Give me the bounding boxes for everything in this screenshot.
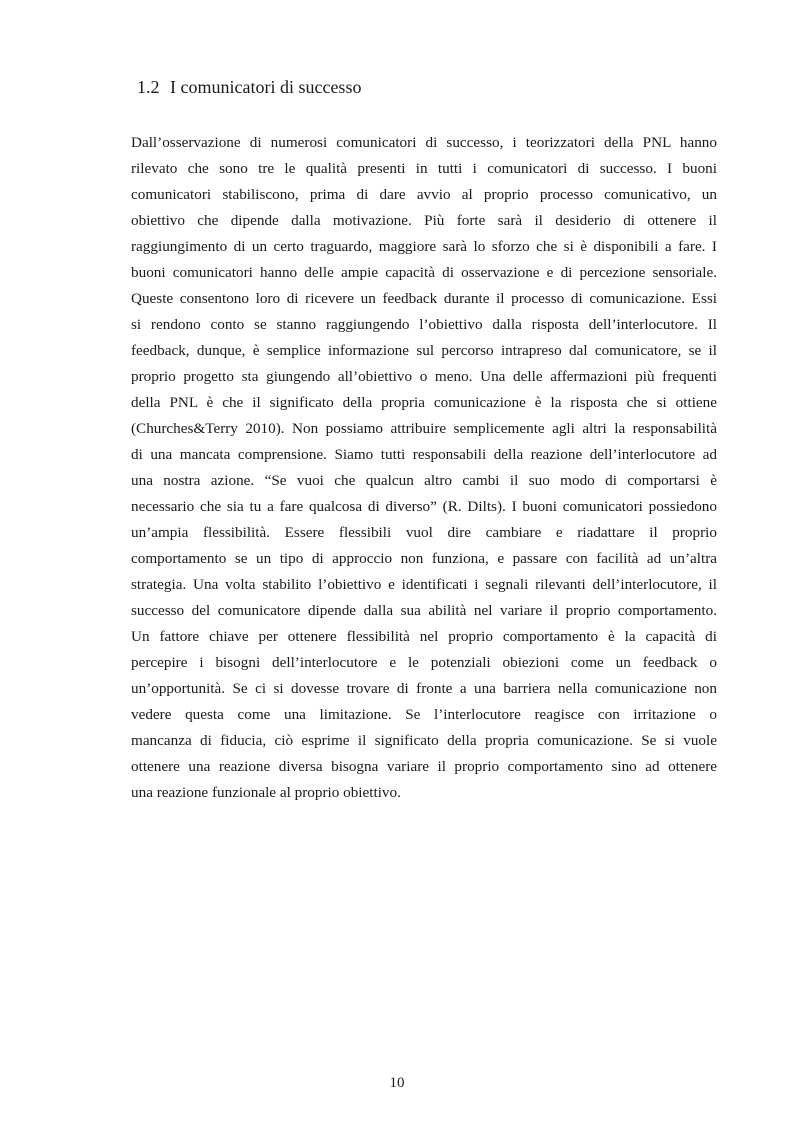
paragraph-line: un’ampia flessibilità. Essere flessibili vuol dire cambiare e riadattare il proprio bbox=[131, 524, 717, 541]
paragraph-line: Dall’osservazione di numerosi comunicatori di successo, i teorizzatori della PNL hanno bbox=[131, 134, 717, 151]
section-title: I comunicatori di successo bbox=[170, 77, 362, 97]
paragraph-line: un’opportunità. Se ci si dovesse trovare di fronte a una barriera nella comunicazione non bbox=[131, 680, 717, 697]
paragraph-line: della PNL è che il significato della propria comunicazione è la risposta che si ottiene bbox=[131, 394, 717, 411]
paragraph-line: una nostra azione. “Se vuoi che qualcun altro cambi il suo modo di comportarsi è bbox=[131, 472, 717, 489]
paragraph-line: (Churches&Terry 2010). Non possiamo attribuire semplicemente agli altri la responsabilità bbox=[131, 420, 717, 437]
paragraph-line: rilevato che sono tre le qualità presenti in tutti i comunicatori di successo. I buoni bbox=[131, 160, 717, 177]
paragraph-line: si rendono conto se stanno raggiungendo l’obiettivo dalla risposta dell’interlocutore. Il bbox=[131, 316, 717, 333]
section-heading bbox=[137, 75, 361, 99]
paragraph-line: strategia. Una volta stabilito l’obiettivo e identificati i segnali rilevanti dell’interlocutore, il bbox=[131, 576, 717, 593]
paragraph-line: raggiungimento di un certo traguardo, maggiore sarà lo sforzo che si è disponibili a fare. I bbox=[131, 238, 717, 255]
paragraph-line: comportamento se un tipo di approccio non funziona, e passare con facilità ad un’altra bbox=[131, 550, 717, 567]
paragraph-line: necessario che sia tu a fare qualcosa di diverso” (R. Dilts). I buoni comunicatori possiedono bbox=[131, 498, 717, 515]
paragraph-line: Un fattore chiave per ottenere flessibilità nel proprio comportamento è la capacità di bbox=[131, 628, 717, 645]
paragraph-line: di una mancata comprensione. Siamo tutti responsabili della reazione dell’interlocutore ad bbox=[131, 446, 717, 463]
paragraph-line: Queste consentono loro di ricevere un feedback durante il processo di comunicazione. Essi bbox=[131, 290, 717, 307]
paragraph-line: buoni comunicatori hanno delle ampie capacità di osservazione e di percezione sensoriale. bbox=[131, 264, 717, 281]
paragraph-line: mancanza di fiducia, ciò esprime il significato della propria comunicazione. Se si vuole bbox=[131, 732, 717, 749]
section-number: 1.2 bbox=[137, 77, 160, 97]
paragraph-line: obiettivo che dipende dalla motivazione. Più forte sarà il desiderio di ottenere il bbox=[131, 212, 717, 229]
paragraph-line: percepire i bisogni dell’interlocutore e le potenziali obiezioni come un feedback o bbox=[131, 654, 717, 671]
paragraph-line: successo del comunicatore dipende dalla sua abilità nel variare il proprio comportamento. bbox=[131, 602, 717, 619]
paragraph-line: vedere questa come una limitazione. Se l’interlocutore reagisce con irritazione o bbox=[131, 706, 717, 723]
paragraph-line: comunicatori stabiliscono, prima di dare avvio al proprio processo comunicativo, un bbox=[131, 186, 717, 203]
paragraph-line: ottenere una reazione diversa bisogna variare il proprio comportamento sino ad ottenere bbox=[131, 758, 717, 775]
paragraph-line: proprio progetto sta giungendo all’obiettivo o meno. Una delle affermazioni più frequenti bbox=[131, 368, 717, 385]
paragraph-line: una reazione funzionale al proprio obiettivo. bbox=[131, 784, 401, 801]
page-number: 10 bbox=[389, 1075, 405, 1091]
body-paragraph bbox=[131, 130, 717, 806]
paragraph-line: feedback, dunque, è semplice informazione sul percorso intrapreso dal comunicatore, se il bbox=[131, 342, 717, 359]
